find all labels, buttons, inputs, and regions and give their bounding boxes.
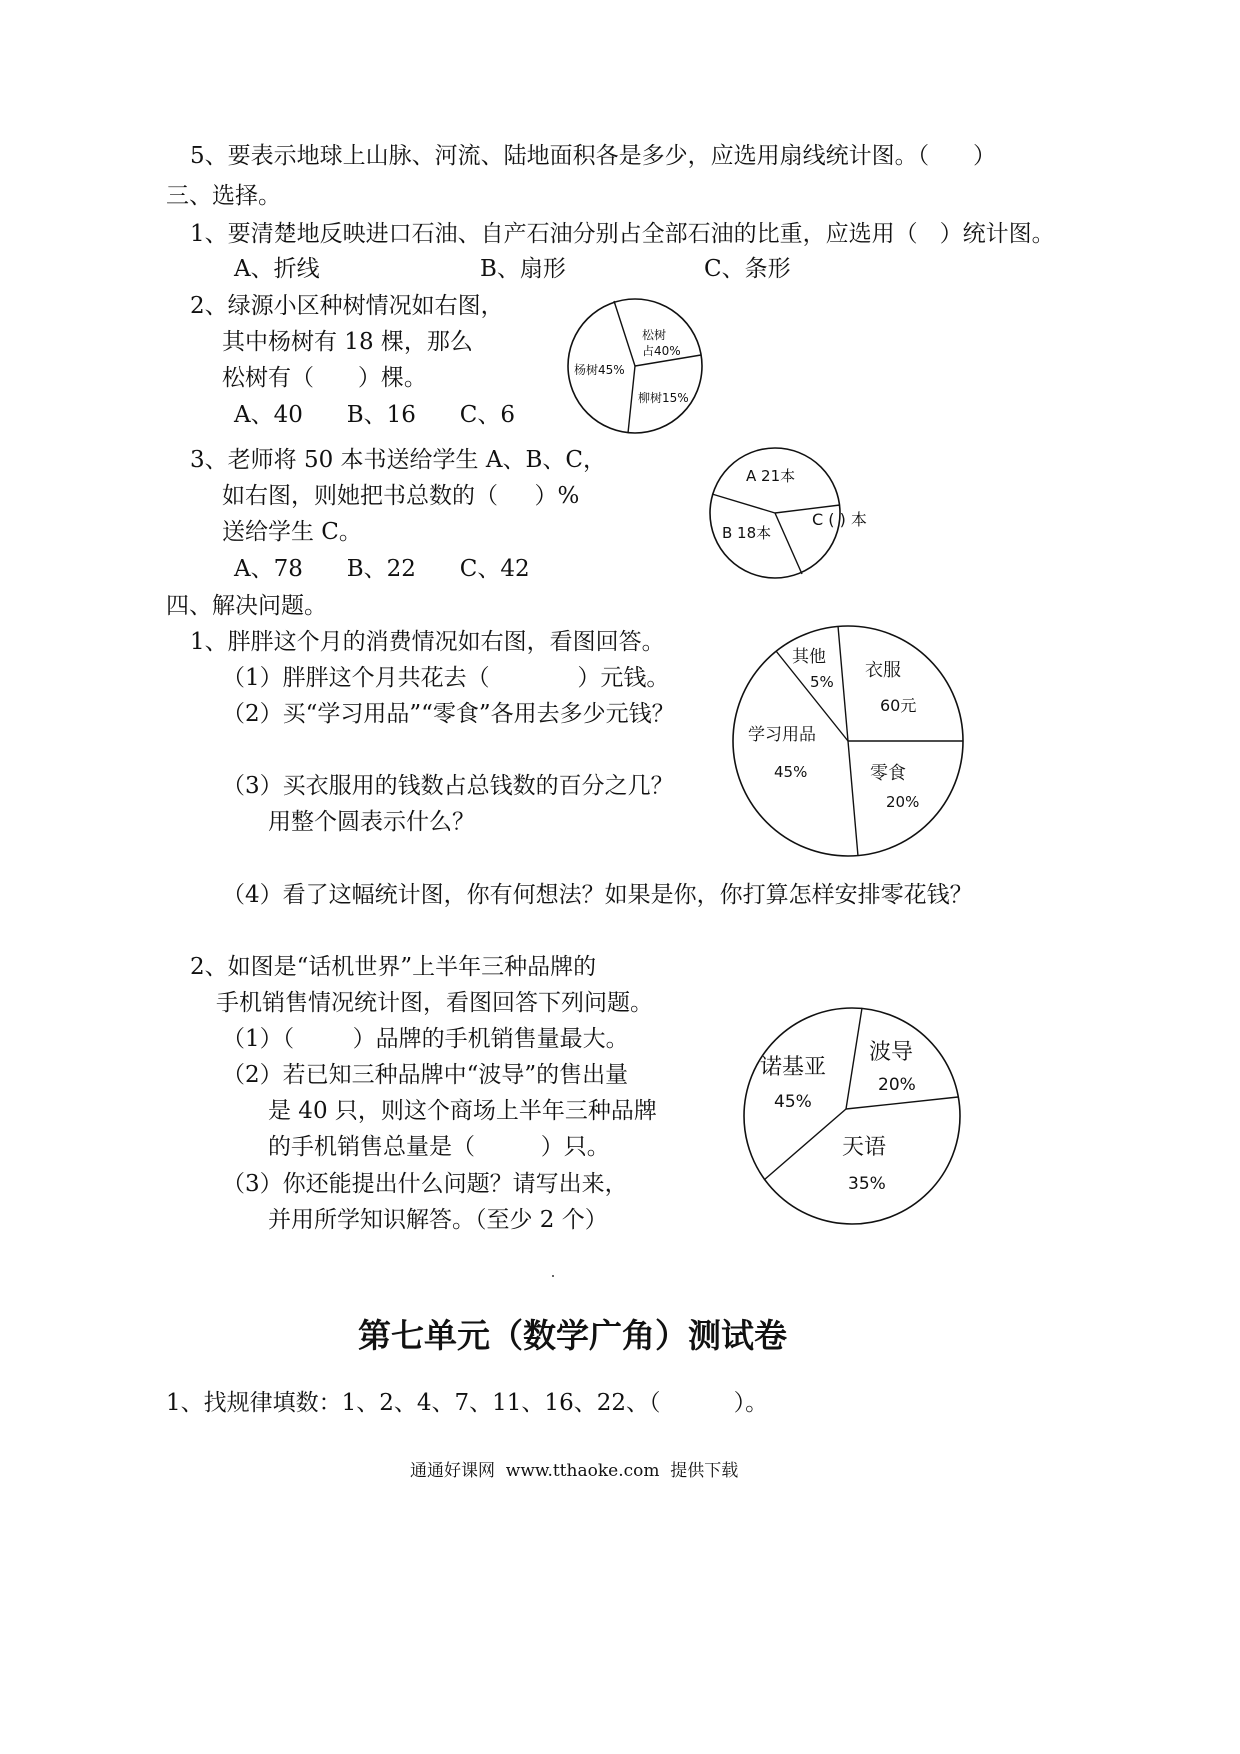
books-pie-divider [775,513,802,574]
clothes-amount: 60元 [880,696,917,715]
bird-label: 波导 [869,1040,914,1065]
willow-label: 柳树15% [638,391,689,405]
nokia-percent: 45% [774,1092,812,1112]
tree-pie-divider [628,366,635,433]
sec4-q2-part2a: （2）若已知三种品牌中“波导”的售出量 [222,1062,629,1088]
snacks-label: 零食 [870,763,906,784]
sec4-q1-part3b: 用整个圆表示什么？ [268,809,475,835]
sec3-q3-line1: 3、老师将 50 本书送给学生 A、B、C， [190,447,606,473]
clothes-label: 衣服 [865,660,901,681]
sec4-q1-part1: （1）胖胖这个月共花去（ ）元钱。 [222,665,670,691]
sec3-q3-line2: 如右图，则她把书总数的（ ）% [222,483,580,509]
phone-pie-divider [846,1008,862,1109]
sec3-heading: 三、选择。 [166,183,281,209]
unit7-title: 第七单元（数学广角）测试卷 [358,1316,787,1355]
scan-speck [552,1275,554,1277]
other-percent: 5% [810,673,834,691]
sec4-q2-intro1: 2、如图是“话机世界”上半年三种品牌的 [190,954,597,980]
books-pie-divider [712,494,775,513]
spending-pie-divider [838,626,848,741]
sec3-q2-line3: 松树有（ ）棵。 [222,365,427,391]
sec3-q1-option-a: A、折线 [234,256,320,282]
study-supplies-label: 学习用品 [748,725,816,745]
sec4-q1-part3a: （3）买衣服用的钱数占总钱数的百分之几？ [222,773,674,799]
sec4-q2-part2b: 是 40 只，则这个商场上半年三种品牌 [268,1098,657,1124]
sec3-q1-option-c: C、条形 [704,256,791,282]
sec3-q1-option-b: B、扇形 [480,256,566,282]
pine-percent: 占40% [642,344,681,358]
nokia-label: 诺基亚 [760,1055,827,1080]
sec3-q2-line1: 2、绿源小区种树情况如右图， [190,293,504,319]
pine-label: 松树 [642,328,667,342]
other-label: 其他 [792,647,826,667]
sec4-q2-intro2: 手机销售情况统计图，看图回答下列问题。 [216,990,653,1016]
sec4-heading: 四、解决问题。 [166,593,327,619]
unit7-q1: 1、找规律填数：1、2、4、7、11、16、22、（ ）。 [166,1390,769,1416]
tianyu-percent: 35% [848,1174,886,1194]
poplar-label: 杨树45% [574,363,625,377]
phone-pie-divider [764,1109,846,1180]
spending-pie-chart [730,624,966,860]
tianyu-label: 天语 [842,1135,887,1160]
sec4-q1-intro: 1、胖胖这个月的消费情况如右图，看图回答。 [190,629,665,655]
sec4-q2-part3a: （3）你还能提出什么问题？请写出来， [222,1171,628,1197]
student-b-label: B 18本 [722,524,772,542]
tree-pie-divider [614,301,635,366]
snacks-percent: 20% [886,793,920,811]
sec3-q2-line2: 其中杨树有 18 棵，那么 [222,329,473,355]
bird-percent: 20% [878,1075,916,1095]
sec4-q1-part2: （2）买“学习用品”“零食”各用去多少元钱？ [222,701,675,727]
page-footer: 通通好课网 www.tthaoke.com 提供下载 [410,1461,739,1481]
sec3-q3-options: A、78 B、22 C、42 [234,556,530,582]
sec4-q2-part1: （1）（ ）品牌的手机销售量最大。 [222,1026,629,1052]
books-pie-chart [708,446,908,582]
sec3-q3-line3: 送给学生 C。 [222,519,362,545]
sec2-q5: 5、要表示地球上山脉、河流、陆地面积各是多少，应选用扇线统计图。（ ） [190,143,996,169]
sec4-q2-part2c: 的手机销售总量是（ ）只。 [268,1134,610,1160]
sec4-q2-part3b: 并用所学知识解答。（至少 2 个） [268,1207,608,1233]
sec3-q2-options: A、40 B、16 C、6 [234,402,516,428]
tree-pie-chart [565,295,705,437]
study-supplies-percent: 45% [774,763,808,781]
spending-pie-divider [848,741,858,856]
phone-sales-pie-chart [742,997,964,1237]
student-c-label: C ( ) 本 [812,510,867,529]
student-a-label: A 21本 [746,467,796,485]
phone-pie-divider [846,1097,958,1109]
sec4-q1-part4: （4）看了这幅统计图，你有何想法？如果是你，你打算怎样安排零花钱？ [222,882,973,908]
sec3-q1-text: 1、要清楚地反映进口石油、自产石油分别占全部石油的比重，应选用（ ）统计图。 [190,221,1055,247]
